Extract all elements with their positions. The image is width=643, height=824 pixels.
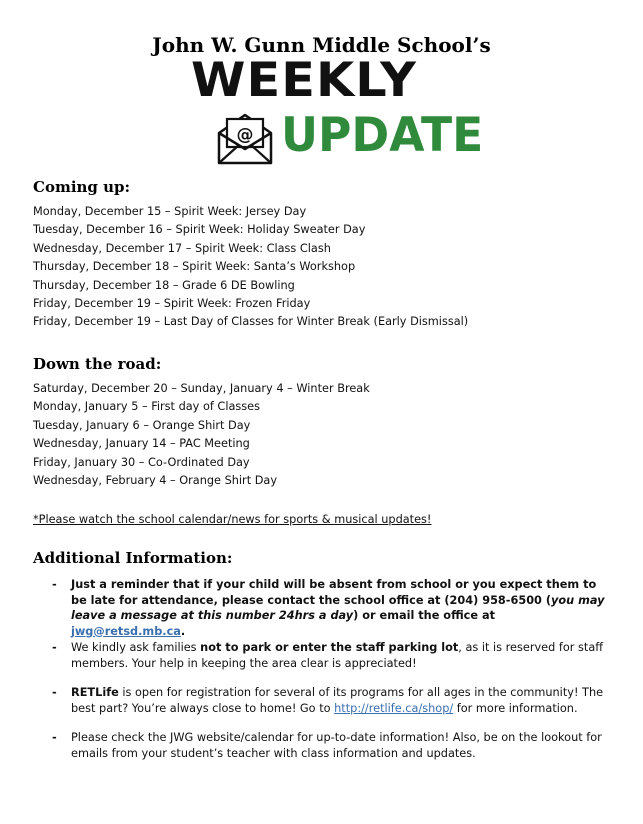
additional-info-heading: Additional Information: — [33, 549, 233, 567]
retlife-name: RETLife — [71, 686, 119, 699]
website-notice: Please check the JWG website/calendar for up-to-date information! Also, be on the lookout for emails from your student’s teacher with class information and updates. — [71, 731, 602, 760]
down-the-road-list — [33, 380, 370, 490]
coming-up-list — [33, 203, 468, 332]
weekly-heading: WEEKLY — [191, 53, 417, 108]
absence-text-3: . — [180, 624, 186, 638]
absence-italic-text: you may leave a message at this number 24hrs a day — [71, 593, 605, 622]
list-item: Thursday, December 18 – Spirit Week: Santa’s Workshop — [33, 260, 356, 274]
list-item: Monday, January 5 – First day of Classes — [33, 400, 260, 414]
list-item: Saturday, December 20 – Sunday, January 4 – Winter Break — [33, 382, 370, 395]
bullet-dash: - — [52, 641, 57, 654]
list-item: Thursday, December 18 – Grade 6 DE Bowling — [33, 278, 295, 292]
bullet-dash: - — [52, 578, 57, 591]
list-item: Tuesday, December 16 – Spirit Week: Holiday Sweater Day — [33, 223, 366, 237]
absence-text: Just a reminder that if your child will be absent from school or you expect them to be late for attendance, please contact the school office at (204) 958-6500 ( — [71, 578, 597, 607]
retlife-text-2: for more information. — [453, 701, 578, 715]
absence-notice — [71, 577, 612, 639]
svg-text:@: @ — [236, 125, 254, 145]
list-item: Monday, December 15 – Spirit Week: Jersey Day — [33, 205, 307, 218]
update-heading: UPDATE — [281, 108, 484, 163]
coming-up-heading: Coming up: — [33, 178, 131, 196]
bullet-dash: - — [52, 731, 57, 744]
parking-notice — [71, 640, 612, 671]
envelope-icon — [215, 109, 275, 167]
list-item: Friday, January 30 – Co-Ordinated Day — [33, 455, 250, 469]
retlife-notice — [71, 685, 612, 716]
list-item: Wednesday, February 4 – Orange Shirt Day — [33, 474, 278, 488]
list-item: Wednesday, December 17 – Spirit Week: Class Clash — [33, 241, 331, 255]
list-item: Wednesday, January 14 – PAC Meeting — [33, 437, 250, 451]
retlife-shop-link[interactable]: http://retlife.ca/shop/ — [334, 701, 454, 715]
down-the-road-heading: Down the road: — [33, 355, 162, 373]
bullet-dash: - — [52, 686, 57, 699]
office-email-link[interactable]: jwg@retsd.mb.ca — [71, 624, 181, 638]
list-item: Friday, December 19 – Last Day of Classes for Winter Break (Early Dismissal) — [33, 315, 469, 329]
absence-text-2: ) or email the office at — [353, 609, 495, 622]
list-item: Tuesday, January 6 – Orange Shirt Day — [33, 418, 251, 432]
calendar-note[interactable]: *Please watch the school calendar/news for sports & musical updates! — [33, 513, 432, 526]
parking-text: We kindly ask families — [71, 641, 201, 654]
school-name-heading: John W. Gunn Middle School’s — [152, 33, 491, 57]
parking-bold-text: not to park or enter the staff parking lot — [200, 641, 459, 654]
parking-text-2: , as it is reserved for staff members. Your help in keeping the area clear is appreciated! — [71, 641, 604, 670]
list-item: Friday, December 19 – Spirit Week: Frozen Friday — [33, 297, 311, 311]
retlife-text: is open for registration for several of its programs for all ages in the community! The best part? You’re always close to home! Go to — [71, 686, 604, 715]
